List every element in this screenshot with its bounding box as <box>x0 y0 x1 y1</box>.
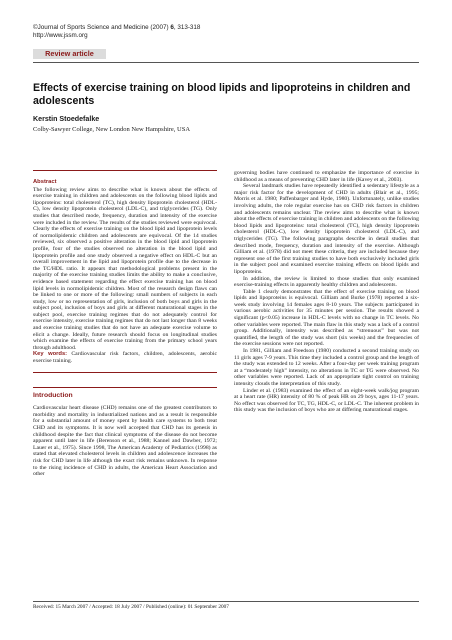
keywords <box>33 351 217 364</box>
journal-citation: ©Journal of Sports Science and Medicine (2007) 6, 313-318 <box>33 24 201 31</box>
abstract-section <box>33 170 217 373</box>
section-label: Review article <box>33 49 106 59</box>
keywords-text: Cardiovascular risk factors, children, adolescents, aerobic exercise training. <box>33 351 217 365</box>
author-name: Kerstin Stoedefalke <box>33 115 100 123</box>
header-divider <box>33 62 419 63</box>
paragraph: In 1981, Gilliam and Freedson (1980) conducted a second training study on 11 girls ages 7-9 years. This time they included a control group and the length of the study was extended to 12 weeks. After a four-day per week training program at a “moderately high” intensity, no alterations in TC or TG were observed. No other variables were reported. Lack of an appropriate tight control on training intensity clouds the interpretation of this study. <box>234 348 419 387</box>
article-title: Effects of exercise training on blood lipids and lipoproteins in children and adolescents <box>33 82 411 107</box>
abstract-text: The following review aims to describe what is known about the effects of exercise training in children and adolescents on the following blood lipids and lipoproteins: total cholesterol (TC), high density lipoprotein cholesterol (HDL-C), low density lipoprotein cholesterol (LDL-C), and triglycerides (TG). Only studies that described mode, frequency, duration and intensity of the exercise were included in the review. The results of the studies reviewed were equivocal. Clearly the effects of exercise training on the blood lipid and lipoprotein levels of normolipidemic children and adolescents are equivocal. Of the 14 studies reviewed, six observed a positive alteration in the blood lipid and lipoprotein profile, four of the studies observed no alteration in the blood lipid and lipoprotein profile and one study observed a negative effect on HDL-C but an overall improvement in the lipid and lipoprotein profile due to the decrease in the TC/HDL ratio. It appears that methodological problems present in the majority of the exercise training studies limits the ability to make a conclusive, evidence based statement regarding the effect exercise training has on blood lipid levels in normolipidemic children. Most of the research design flaws can be linked to one or more of the following: small numbers of subjects in each study, low or no representation of girls, inclusion of both boys and girls in the subject pool, inclusion of boys and girls at different maturational stages in the subject pool, exercise training regimes that do not adequately control for exercise intensity, exercise training regimes that do not last longer than 8 weeks and exercise training studies that do not have an adequate exercise volume to elicit a change. Ideally, future research should focus on longitudinal studies which examine the effects of exercise training from the primary school years through adulthood. <box>33 186 217 351</box>
paragraph: governing bodies have continued to emphasize the importance of exercise in childhood as a means of preventing CHD later in life (Kavey et al., 2003). <box>234 170 419 183</box>
left-column <box>33 170 217 478</box>
introduction-heading: Introduction <box>33 387 217 400</box>
paragraph: Table 1 clearly demonstrates that the effect of exercise training on blood lipids and lipoproteins is equivocal. Gilliam and Burke (1978) reported a six-week study involving 14 females ages 8-10 years. The subjects participated in various aerobic activities for 35 minutes per session. The results showed a significant (p<0.05) increase in HDL-C levels with no change in TC levels. No other variables were reported. The main flaw in this study was a lack of a control group. Additionally, intensity was described as “strenuous” but was not quantified, the length of the study was short (six weeks) and the frequencies of the exercise sessions were not reported. <box>234 288 419 348</box>
footer-divider <box>33 601 419 602</box>
introduction-text: Cardiovascular heart disease (CHD) remains one of the greatest contributors to morbidity and mortality in industrialized nations and as a result is responsible for a substantial amount of money spent by health care systems to both treat CHD and its symptoms. It is now well accepted that CHD has its genesis in childhood despite the fact that clinical symptoms of the disease do not become apparent until later in life (Berenson et al., 1988; Kannel and Dawber, 1972; Lauer et al., 1975). Since 1998, The American Academy of Pediatrics (1998) as stated that elevated cholesterol levels in children and adolescence increases the risk for CHD later in life although the exact risk remains unknown. In response to the rising incidence of CHD in adults, the American Heart Association and other <box>33 405 217 478</box>
journal-header <box>33 24 200 41</box>
paragraph: In addition, the review is limited to those studies that only examined exercise-training effects in apparently healthy children and adolescents. <box>234 275 419 289</box>
paragraph: Linder et al. (1983) examined the effect of an eight-week walk/jog program at a heart rate (HR) intensity of 80 % of peak HR on 29 boys, ages 11-17 years. No effect was observed for TC, TG, HDL-C, or LDL-C. The inherent problem in this study was the inclusion of boys who are at differing maturational stages. <box>234 387 419 414</box>
keywords-heading: Key words: <box>33 351 68 358</box>
author-affiliation: Colby-Sawyer College, New London New Hampshire, USA <box>33 126 191 133</box>
journal-url[interactable]: http://www.jssm.org <box>33 32 88 40</box>
paragraph: Several landmark studies have repeatedly identified a sedentary lifestyle as a major risk factor for the development of CHD in adults (Blair et al., 1995; Morris et al. 1980; Paffenbarger and Hyde, 1980). Unfortunately, unlike studies involving adults, the role regular exercise has on CHD risk factors in children and adolescents remains unclear. The review aims to describe what is known about the effects of exercise training in children and adolescents on the following blood lipids and lipoproteins: total cholesterol (TC), high density lipoprotein cholesterol (HDL-C), low density lipoprotein cholesterol (LDL-C), and triglycerides (TG). The following paragraphs describe in detail studies that described mode, frequency, duration and intensity of the exercise. Although Gilliam et al. (1978) did not meet these criteria, they are included because they represent one of the first training studies to have both exclusively included girls in the subject pool and examined exercise training effects on blood lipids and lipoproteins. <box>234 183 419 275</box>
abstract-heading: Abstract <box>33 179 57 185</box>
received-dates: Received: 15 March 2007 / Accepted: 18 July 2007 / Published (online): 01 September 2007 <box>33 604 229 610</box>
right-column <box>234 170 419 414</box>
